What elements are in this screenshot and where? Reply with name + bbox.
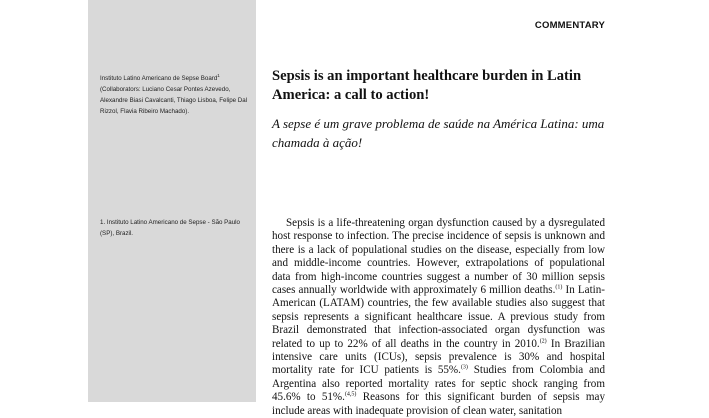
affiliation: 1. Instituto Latino Americano de Sepse - São Paulo (SP), Brazil.	[100, 219, 240, 237]
citation-1[interactable]: (1)	[555, 284, 563, 291]
section-label: COMMENTARY	[534, 20, 605, 31]
sidebar-panel	[88, 0, 256, 402]
article-title: Sepsis is an important healthcare burden in Latin America: a call to action!	[272, 68, 582, 103]
body-text-2: In Latin-American (LATAM) countries, the few available studies also suggest that sepsis represents a significant healthcare issue. A previous study from Brazil demonstrated that infection-associated organ dysfunction was related to up to 22% of all deaths in the country in 2010.	[272, 284, 605, 350]
citation-2[interactable]: (2)	[539, 337, 547, 344]
body-text-1: Sepsis is a life-threatening organ dysfunction caused by a dysregulated host response to infection. The precise incidence of sepsis is unknown and there is a lack of populational studies on the disease, especially from low and middle-income countries. However, extrapolations of populational data from high-income countries suggest a number of 30 million sepsis cases annually worldwide with approximately 6 million deaths.	[272, 217, 605, 297]
citation-3[interactable]: (3)	[460, 364, 468, 371]
collaborators: (Collaborators: Luciano Cesar Pontes Azevedo, Alexandre Biasi Cavalcanti, Thiago Lisboa, Felipe Dal Rizzol, Flavia Ribeiro Machado).	[100, 86, 248, 116]
author-group: Instituto Latino Americano de Sepse Board	[100, 75, 218, 83]
article-subtitle: A sepse é um grave problema de saúde na América Latina: uma chamada à ação!	[272, 116, 605, 150]
body-text-4: Studies from Colombia and Argentina also reported mortality rates for septic shock ranging from 45.6% to 51%.	[272, 364, 605, 404]
author-block	[100, 70, 250, 117]
citation-4[interactable]: (4,5)	[344, 391, 357, 398]
author-group-mark: 1	[217, 73, 220, 78]
body-text-5: Reasons for this significant burden of sepsis may include areas with inadequate provision of clean water, sanitation	[272, 391, 605, 417]
body-text-3: In Brazilian intensive care units (ICUs), sepsis prevalence is 30% and hospital mortality rate for ICU patients is 55%.	[272, 337, 606, 377]
body-paragraph	[272, 217, 605, 418]
